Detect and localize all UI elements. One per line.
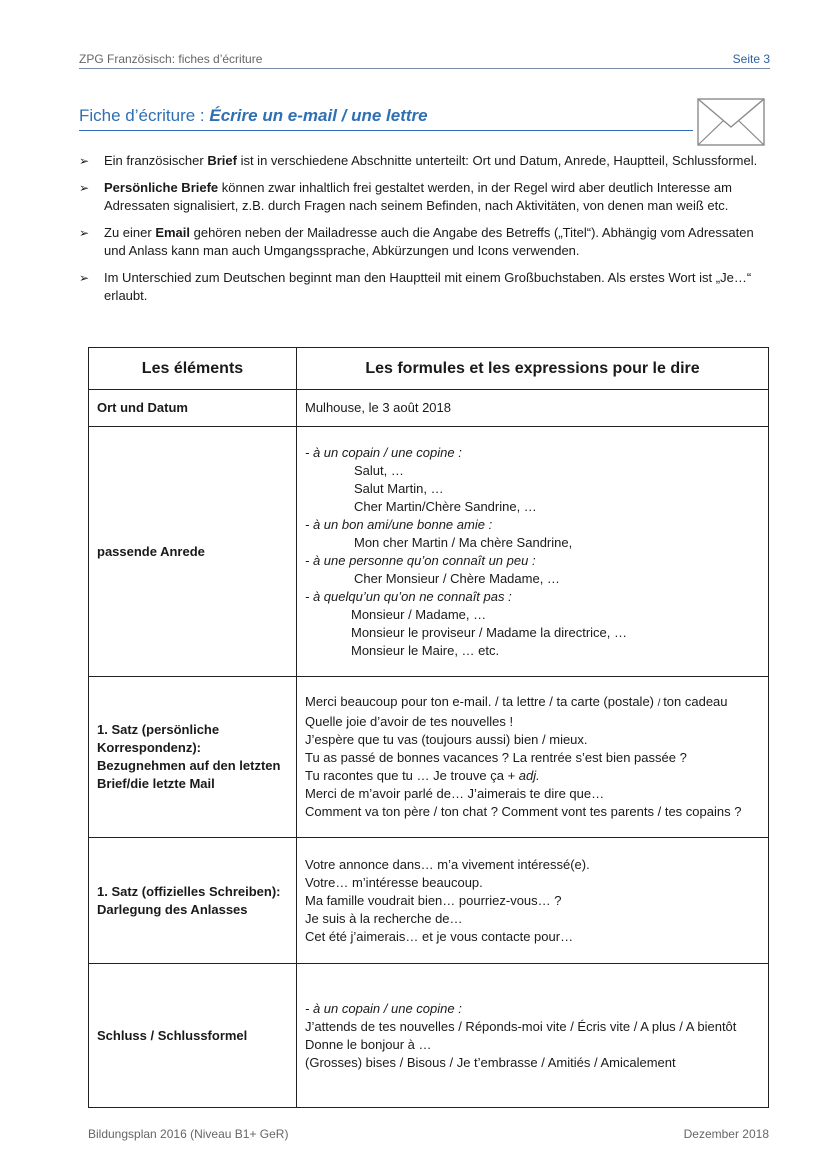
column-header-expressions: Les formules et les expressions pour le dire: [297, 348, 769, 390]
page-header: [79, 50, 770, 69]
page-footer: [88, 1127, 769, 1141]
column-header-elements: Les éléments: [89, 348, 297, 390]
context-label: - à un copain / une copine :: [305, 444, 462, 460]
table-row: [89, 677, 769, 838]
page-number: Seite 3: [732, 52, 770, 66]
arrow-bullet-icon: ➢: [79, 181, 90, 195]
expression-line: Tu racontes que tu … Je trouve ça + adj.: [305, 768, 540, 783]
context-label: - à quelqu’un qu’on ne connaît pas :: [305, 588, 512, 604]
context-label: - à un bon ami/une bonne amie :: [305, 516, 493, 532]
arrow-bullet-icon: ➢: [79, 226, 90, 240]
expression-line: Ma famille voudrait bien… pourriez-vous… ?: [305, 892, 562, 908]
row-label: 1. Satz (persönliche Korrespondenz): Bezugnehmen auf den letzten Brief/die letzte Mail: [89, 677, 297, 838]
row-value: [297, 427, 769, 677]
row-label: Ort und Datum: [89, 390, 297, 427]
expression-line: J’attends de tes nouvelles / Réponds-moi vite / Écris vite / A plus / A bientôt: [305, 1018, 737, 1034]
expression-line: Je suis à la recherche de…: [305, 910, 463, 926]
expression-line: Cher Martin/Chère Sandrine, …: [354, 498, 537, 514]
footer-date: Dezember 2018: [683, 1127, 769, 1141]
expression-line: Merci beaucoup pour ton e-mail. / ta lettre / ta carte (postale) / ton cadeau: [305, 694, 728, 709]
title-emphasis: Écrire un e-mail / une lettre: [209, 106, 428, 125]
title-prefix: Fiche d’écriture :: [79, 106, 210, 125]
arrow-bullet-icon: ➢: [79, 271, 90, 285]
expression-line: Mon cher Martin / Ma chère Sandrine,: [354, 534, 573, 550]
row-value: [297, 677, 769, 838]
expression-line: Tu as passé de bonnes vacances ? La rentrée s’est bien passée ?: [305, 750, 687, 765]
expression-line: Votre… m’intéresse beaucoup.: [305, 874, 483, 890]
bullet-item: ➢ Persönliche Briefe können zwar inhaltlich frei gestaltet werden, in der Regel wird aber deutlich Interesse am Adressaten signalisiert, z.B. durch Fragen nach seinem Befinden, nach Aktivitäten, von denen man weiß etc.: [79, 180, 732, 213]
arrow-bullet-icon: ➢: [79, 154, 90, 168]
bullet-item: ➢ Zu einer Email gehören neben der Mailadresse auch die Angabe des Betreffs („Titel“). Abhängig vom Adressaten und Anlass kann man auch Umgangssprache, Abkürzungen und Icons verwenden.: [79, 225, 754, 258]
row-value: [297, 838, 769, 964]
row-label: Schluss / Schlussformel: [89, 964, 297, 1108]
expression-line: Salut, …: [354, 462, 404, 478]
worksheet-title: [79, 106, 693, 131]
table-row: [89, 964, 769, 1108]
expression-line: Monsieur le Maire, … etc.: [351, 642, 500, 658]
header-title: ZPG Französisch: fiches d’écriture: [79, 52, 263, 66]
expression-line: Cet été j’aimerais… et je vous contacte pour…: [305, 928, 574, 944]
expression-line: Quelle joie d’avoir de tes nouvelles !: [305, 714, 514, 729]
bullet-item: ➢ Ein französischer Brief ist in verschiedene Abschnitte unterteilt: Ort und Datum, Anrede, Hauptteil, Schlussformel.: [79, 153, 758, 168]
expression-line: Merci de m’avoir parlé de… J’aimerais te dire que…: [305, 786, 605, 801]
expression-line: Comment va ton père / ton chat ? Comment vont tes parents / tes copains ?: [305, 804, 742, 819]
table-row: [89, 390, 769, 427]
expression-line: J’espère que tu vas (toujours aussi) bien / mieux.: [305, 732, 588, 747]
info-bullets: [79, 152, 769, 314]
expression-line: (Grosses) bises / Bisous / Je t’embrasse / Amitiés / Amicalement: [305, 1054, 676, 1070]
expression-line: Monsieur le proviseur / Madame la directrice, …: [351, 624, 627, 640]
row-value: Mulhouse, le 3 août 2018: [297, 390, 769, 427]
table-row: [89, 427, 769, 677]
table-row: [89, 838, 769, 964]
expressions-table: [88, 347, 769, 1108]
row-label: 1. Satz (offizielles Schreiben): Darlegung des Anlasses: [89, 838, 297, 964]
expression-line: Cher Monsieur / Chère Madame, …: [354, 570, 560, 586]
table-header-row: [89, 348, 769, 390]
expression-line: Salut Martin, …: [354, 480, 444, 496]
bullet-item: ➢ Im Unterschied zum Deutschen beginnt man den Hauptteil mit einem Großbuchstaben. Als erstes Wort ist „Je…“ erlaubt.: [79, 270, 752, 303]
expression-line: Monsieur / Madame, …: [351, 606, 487, 622]
context-label: - à un copain / une copine :: [305, 1000, 462, 1016]
envelope-icon: [696, 97, 766, 147]
expression-line: Donne le bonjour à …: [305, 1036, 432, 1052]
footer-curriculum: Bildungsplan 2016 (Niveau B1+ GeR): [88, 1127, 289, 1141]
row-value: [297, 964, 769, 1108]
context-label: - à une personne qu’on connaît un peu :: [305, 552, 536, 568]
expression-line: Votre annonce dans… m’a vivement intéressé(e).: [305, 856, 590, 872]
row-label: passende Anrede: [89, 427, 297, 677]
